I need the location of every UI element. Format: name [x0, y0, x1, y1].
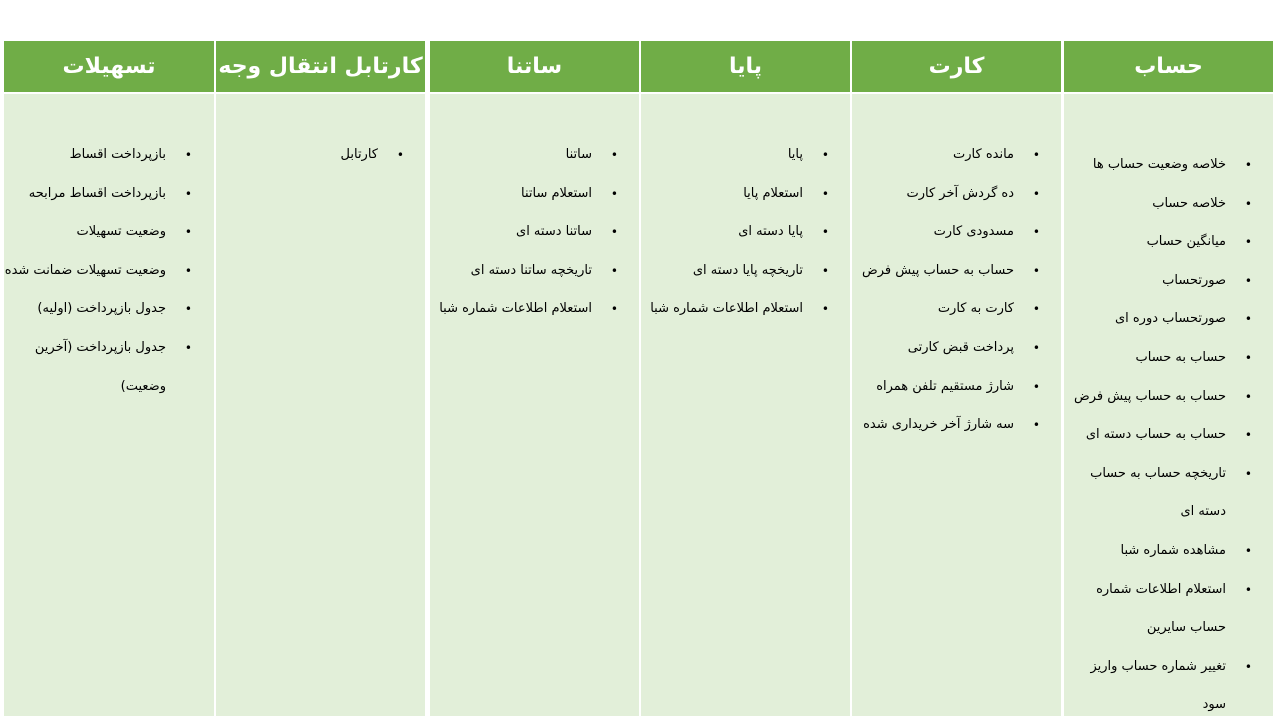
list-item[interactable]: • تاریخچه پایا دسته ای [641, 252, 831, 291]
list-item[interactable]: • استعلام اطلاعات شماره حساب سایرین [1066, 571, 1254, 648]
list-item[interactable]: • ساتنا [430, 136, 620, 175]
column-card [852, 41, 1061, 716]
satna-list [430, 136, 620, 329]
list-item[interactable]: • استعلام اطلاعات شماره شبا [430, 290, 620, 329]
column-satna [430, 41, 639, 716]
facilities-list [4, 136, 194, 406]
column-body-satna [430, 94, 639, 716]
list-item[interactable]: • حساب به حساب پیش فرض [852, 252, 1042, 291]
list-item[interactable]: • جدول بازپرداخت (اولیه) [4, 290, 194, 329]
list-item[interactable]: • استعلام اطلاعات شماره شبا [641, 290, 831, 329]
column-header-transfer-cartable: کارتابل انتقال وجه [216, 41, 425, 94]
column-facilities [4, 41, 214, 716]
account-list [1064, 146, 1254, 725]
list-item[interactable]: • خلاصه حساب [1066, 185, 1254, 224]
list-item[interactable]: • مسدودی کارت [852, 213, 1042, 252]
column-header-paya: پایا [641, 41, 850, 94]
list-item[interactable]: • بازپرداخت اقساط مرابحه [4, 175, 194, 214]
list-item[interactable]: • ده گردش آخر کارت [852, 175, 1042, 214]
column-header-account: حساب [1064, 41, 1273, 94]
column-paya [641, 41, 850, 716]
list-item[interactable]: • وضعیت تسهیلات ضمانت شده [4, 252, 194, 291]
list-item[interactable]: • حساب به حساب پیش فرض [1066, 378, 1254, 417]
list-item[interactable]: • کارت به کارت [852, 290, 1042, 329]
list-item[interactable]: • میانگین حساب [1066, 223, 1254, 262]
list-item[interactable]: • جدول بازپرداخت (آخرین وضعیت) [4, 329, 194, 406]
column-body-facilities [4, 94, 214, 716]
list-item[interactable]: • استعلام پایا [641, 175, 831, 214]
list-item[interactable]: • مانده کارت [852, 136, 1042, 175]
list-item[interactable]: • تاریخچه ساتنا دسته ای [430, 252, 620, 291]
card-list [852, 136, 1042, 445]
list-item[interactable]: • پایا [641, 136, 831, 175]
column-transfer-cartable [216, 41, 425, 716]
list-item[interactable]: • بازپرداخت اقساط [4, 136, 194, 175]
paya-list [641, 136, 831, 329]
column-body-account [1064, 94, 1273, 716]
list-item[interactable]: • وضعیت تسهیلات [4, 213, 194, 252]
column-header-facilities: تسهیلات [4, 41, 214, 94]
list-item[interactable]: • صورتحساب [1066, 262, 1254, 301]
column-body-card [852, 94, 1061, 716]
column-account [1064, 41, 1273, 716]
list-item[interactable]: • ساتنا دسته ای [430, 213, 620, 252]
list-item[interactable]: • تغییر شماره حساب واریز سود [1066, 648, 1254, 725]
column-body-paya [641, 94, 850, 716]
list-item[interactable]: • خلاصه وضعیت حساب ها [1066, 146, 1254, 185]
column-header-card: کارت [852, 41, 1061, 94]
column-body-transfer-cartable [216, 94, 425, 716]
list-item[interactable]: • استعلام ساتنا [430, 175, 620, 214]
list-item[interactable]: • تاریخچه حساب به حساب دسته ای [1066, 455, 1254, 532]
list-item[interactable]: • حساب به حساب [1066, 339, 1254, 378]
list-item[interactable]: • کارتابل [216, 136, 406, 175]
list-item[interactable]: • مشاهده شماره شبا [1066, 532, 1254, 571]
transfer-cartable-list [216, 136, 406, 175]
list-item[interactable]: • صورتحساب دوره ای [1066, 300, 1254, 339]
list-item[interactable]: • شارژ مستقیم تلفن همراه [852, 368, 1042, 407]
list-item[interactable]: • حساب به حساب دسته ای [1066, 416, 1254, 455]
list-item[interactable]: • پایا دسته ای [641, 213, 831, 252]
column-header-satna: ساتنا [430, 41, 639, 94]
list-item[interactable]: • سه شارژ آخر خریداری شده [852, 406, 1042, 445]
list-item[interactable]: • پرداخت قبض کارتی [852, 329, 1042, 368]
